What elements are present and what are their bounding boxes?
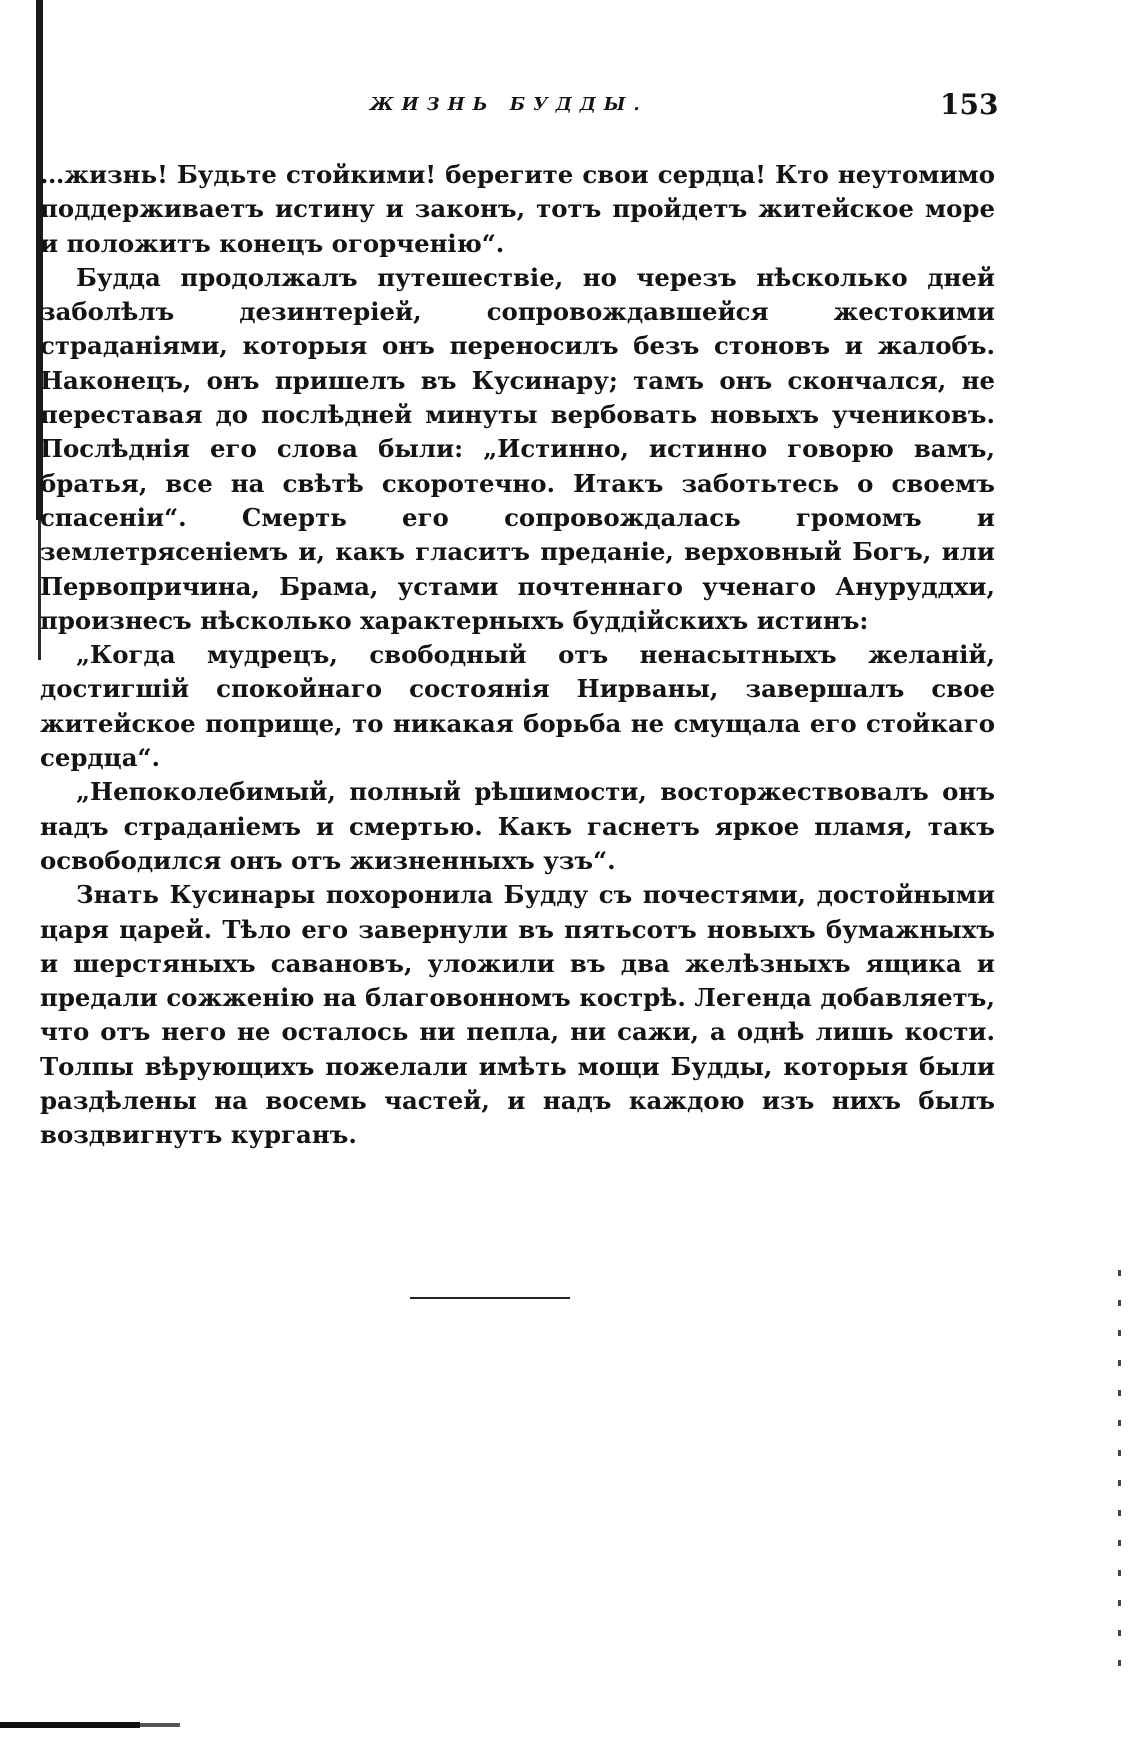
scan-artifact-bottom-faint: [140, 1723, 180, 1727]
paragraph-5: Знать Кусинары похоронила Будду съ почестями, достойными царя царей. Тѣло его завернули въ пятьсотъ новыхъ бумажныхъ и шерстяныхъ савановъ, уложили въ два желѣзныхъ ящика и предали сожженію на благовонномъ кострѣ. Легенда добавляетъ, что отъ него не осталось ни пепла, ни сажи, а однѣ лишь кости. Толпы вѣрующихъ пожелали имѣть мощи Будды, которыя были раздѣлены на восемь частей, и надъ каждою изъ нихъ былъ воздвигнутъ курганъ.: [40, 880, 995, 1150]
page-header: [0, 88, 1140, 128]
paragraph-2: Будда продолжалъ путешествіе, но черезъ нѣсколько дней заболѣлъ дезинтеріей, сопровождавшейся жестокими страданіями, которыя онъ переносилъ безъ стоновъ и жалобъ. Наконецъ, онъ пришелъ въ Кусинару; тамъ онъ скончался, не переставая до послѣдней минуты вербовать новыхъ учениковъ. Послѣднія его слова были: „Истинно, истинно говорю вамъ, братья, все на свѣтѣ скоротечно. Итакъ заботьтесь о своемъ спасеніи“. Смерть его сопровождалась громомъ и землетрясеніемъ и, какъ гласитъ преданіе, верховный Богъ, или Первопричина, Брама, устами почтеннаго ученаго Ануруддхи, произнесъ нѣсколько характерныхъ буддійскихъ истинъ:: [40, 262, 995, 635]
section-end-rule: [410, 1297, 570, 1299]
body-text: [40, 158, 995, 1153]
scan-artifact-bottom: [0, 1722, 140, 1728]
paragraph-4-quote: „Непоколебимый, полный рѣшимости, восторжествовалъ онъ надъ страданіемъ и смертью. Какъ гаснетъ яркое пламя, такъ освободился онъ отъ жизненныхъ узъ“.: [40, 777, 995, 875]
paragraph-3-quote: „Когда мудрецъ, свободный отъ ненасытныхъ желаній, достигшій спокойнаго состоянія Нирваны, завершалъ свое житейское поприще, то никакая борьба не смущала его стойкаго сердца“.: [40, 640, 995, 773]
running-title: ЖИЗНЬ БУДДЫ.: [370, 94, 648, 115]
page-number: 153: [940, 88, 999, 121]
scan-artifact-right: [1118, 1270, 1121, 1670]
paragraph-1: …жизнь! Будьте стойкими! берегите свои сердца! Кто неутомимо поддерживаетъ истину и законъ, тотъ пройдетъ житейское море и положитъ конецъ огорченію“.: [40, 160, 995, 258]
